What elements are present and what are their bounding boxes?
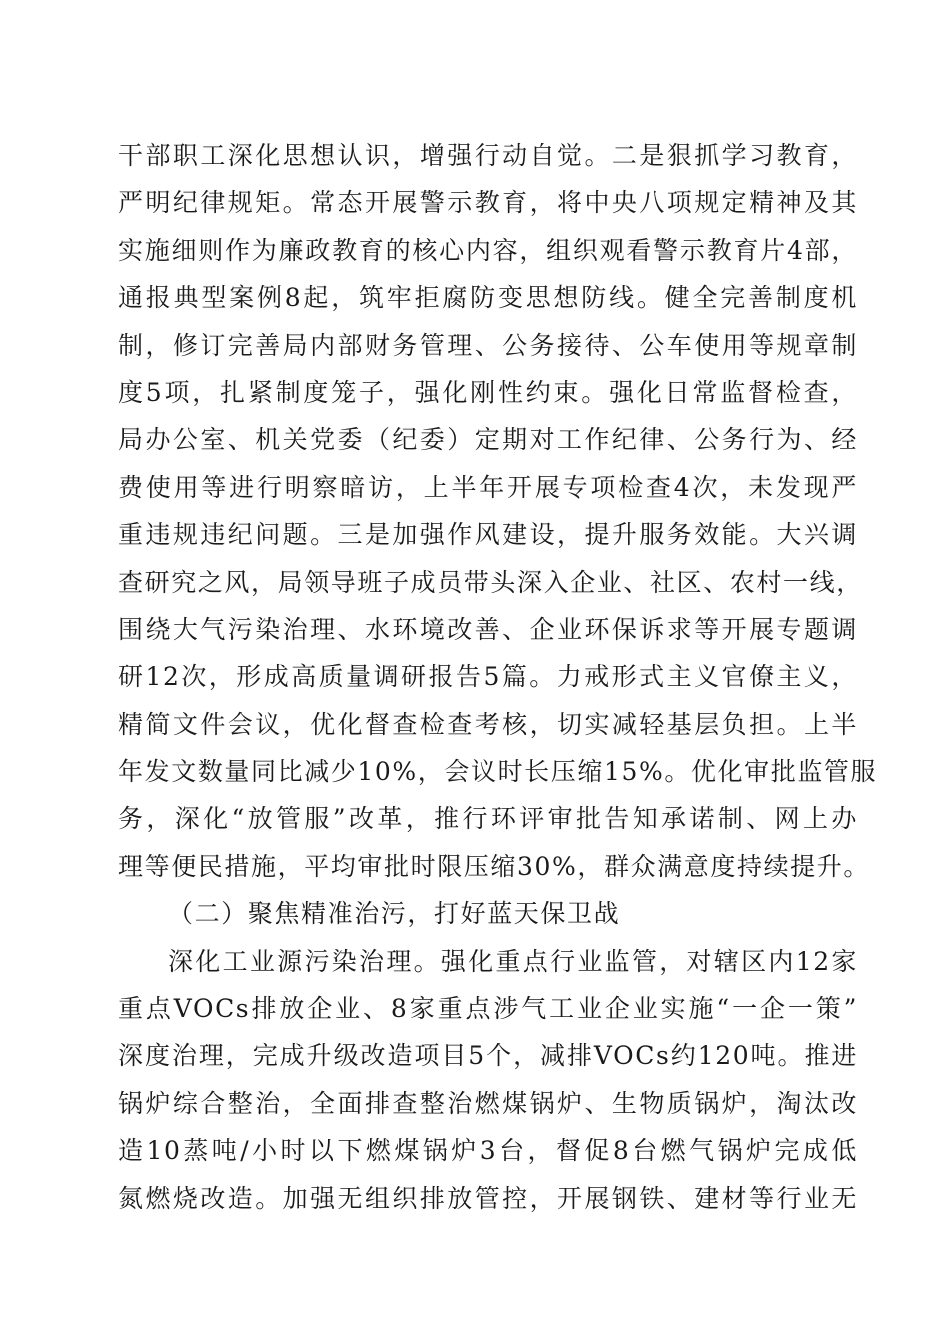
text-line: 干部职工深化思想认识，增强行动自觉。二是狠抓学习教育， <box>118 141 858 170</box>
text-line: 氮燃烧改造。加强无组织排放管控，开展钢铁、建材等行业无 <box>118 1183 858 1213</box>
text-line: 重违规违纪问题。三是加强作风建设，提升服务效能。大兴调 <box>118 520 858 550</box>
section-heading: （二）聚焦精准治污，打好蓝天保卫战 <box>168 899 621 929</box>
body-text <box>118 132 878 1222</box>
text-line: 通报典型案例8起，筑牢拒腐防变思想防线。健全完善制度机 <box>118 283 858 313</box>
text-line: 重点VOCs排放企业、8家重点涉气工业企业实施“一企一策” <box>118 994 858 1024</box>
text-line: 查研究之风，局领导班子成员带头深入企业、社区、农村一线， <box>118 567 863 597</box>
text-line: 局办公室、机关党委（纪委）定期对工作纪律、公务行为、经 <box>118 425 858 455</box>
text-line: 度5项，扎紧制度笼子，强化刚性约束。强化日常监督检查， <box>118 377 858 407</box>
text-line: 深度治理，完成升级改造项目5个，减排VOCs约120吨。推进 <box>118 1041 858 1071</box>
text-line: 围绕大气污染治理、水环境改善、企业环保诉求等开展专题调 <box>118 614 858 644</box>
text-line: 年发文数量同比减少10%，会议时长压缩15%。优化审批监管服 <box>118 757 878 787</box>
text-line: 研12次，形成高质量调研报告5篇。力戒形式主义官僚主义， <box>118 662 858 692</box>
text-line: 制，修订完善局内部财务管理、公务接待、公车使用等规章制 <box>118 330 858 360</box>
paragraph-first-line: 深化工业源污染治理。强化重点行业监管，对辖区内12家 <box>168 946 858 976</box>
text-line: 精简文件会议，优化督查检查考核，切实减轻基层负担。上半 <box>118 709 858 739</box>
text-line: 费使用等进行明察暗访，上半年开展专项检查4次，未发现严 <box>118 472 858 502</box>
text-line: 锅炉综合整治，全面排查整治燃煤锅炉、生物质锅炉，淘汰改 <box>118 1088 858 1118</box>
text-line: 造10蒸吨/小时以下燃煤锅炉3台，督促8台燃气锅炉完成低 <box>118 1136 858 1166</box>
text-line: 实施细则作为廉政教育的核心内容，组织观看警示教育片4部， <box>118 235 858 265</box>
text-line: 严明纪律规矩。常态开展警示教育，将中央八项规定精神及其 <box>118 188 858 218</box>
text-line: 理等便民措施，平均审批时限压缩30%，群众满意度持续提升。 <box>118 851 870 881</box>
text-line: 务，深化“放管服”改革，推行环评审批告知承诺制、网上办 <box>118 804 858 834</box>
